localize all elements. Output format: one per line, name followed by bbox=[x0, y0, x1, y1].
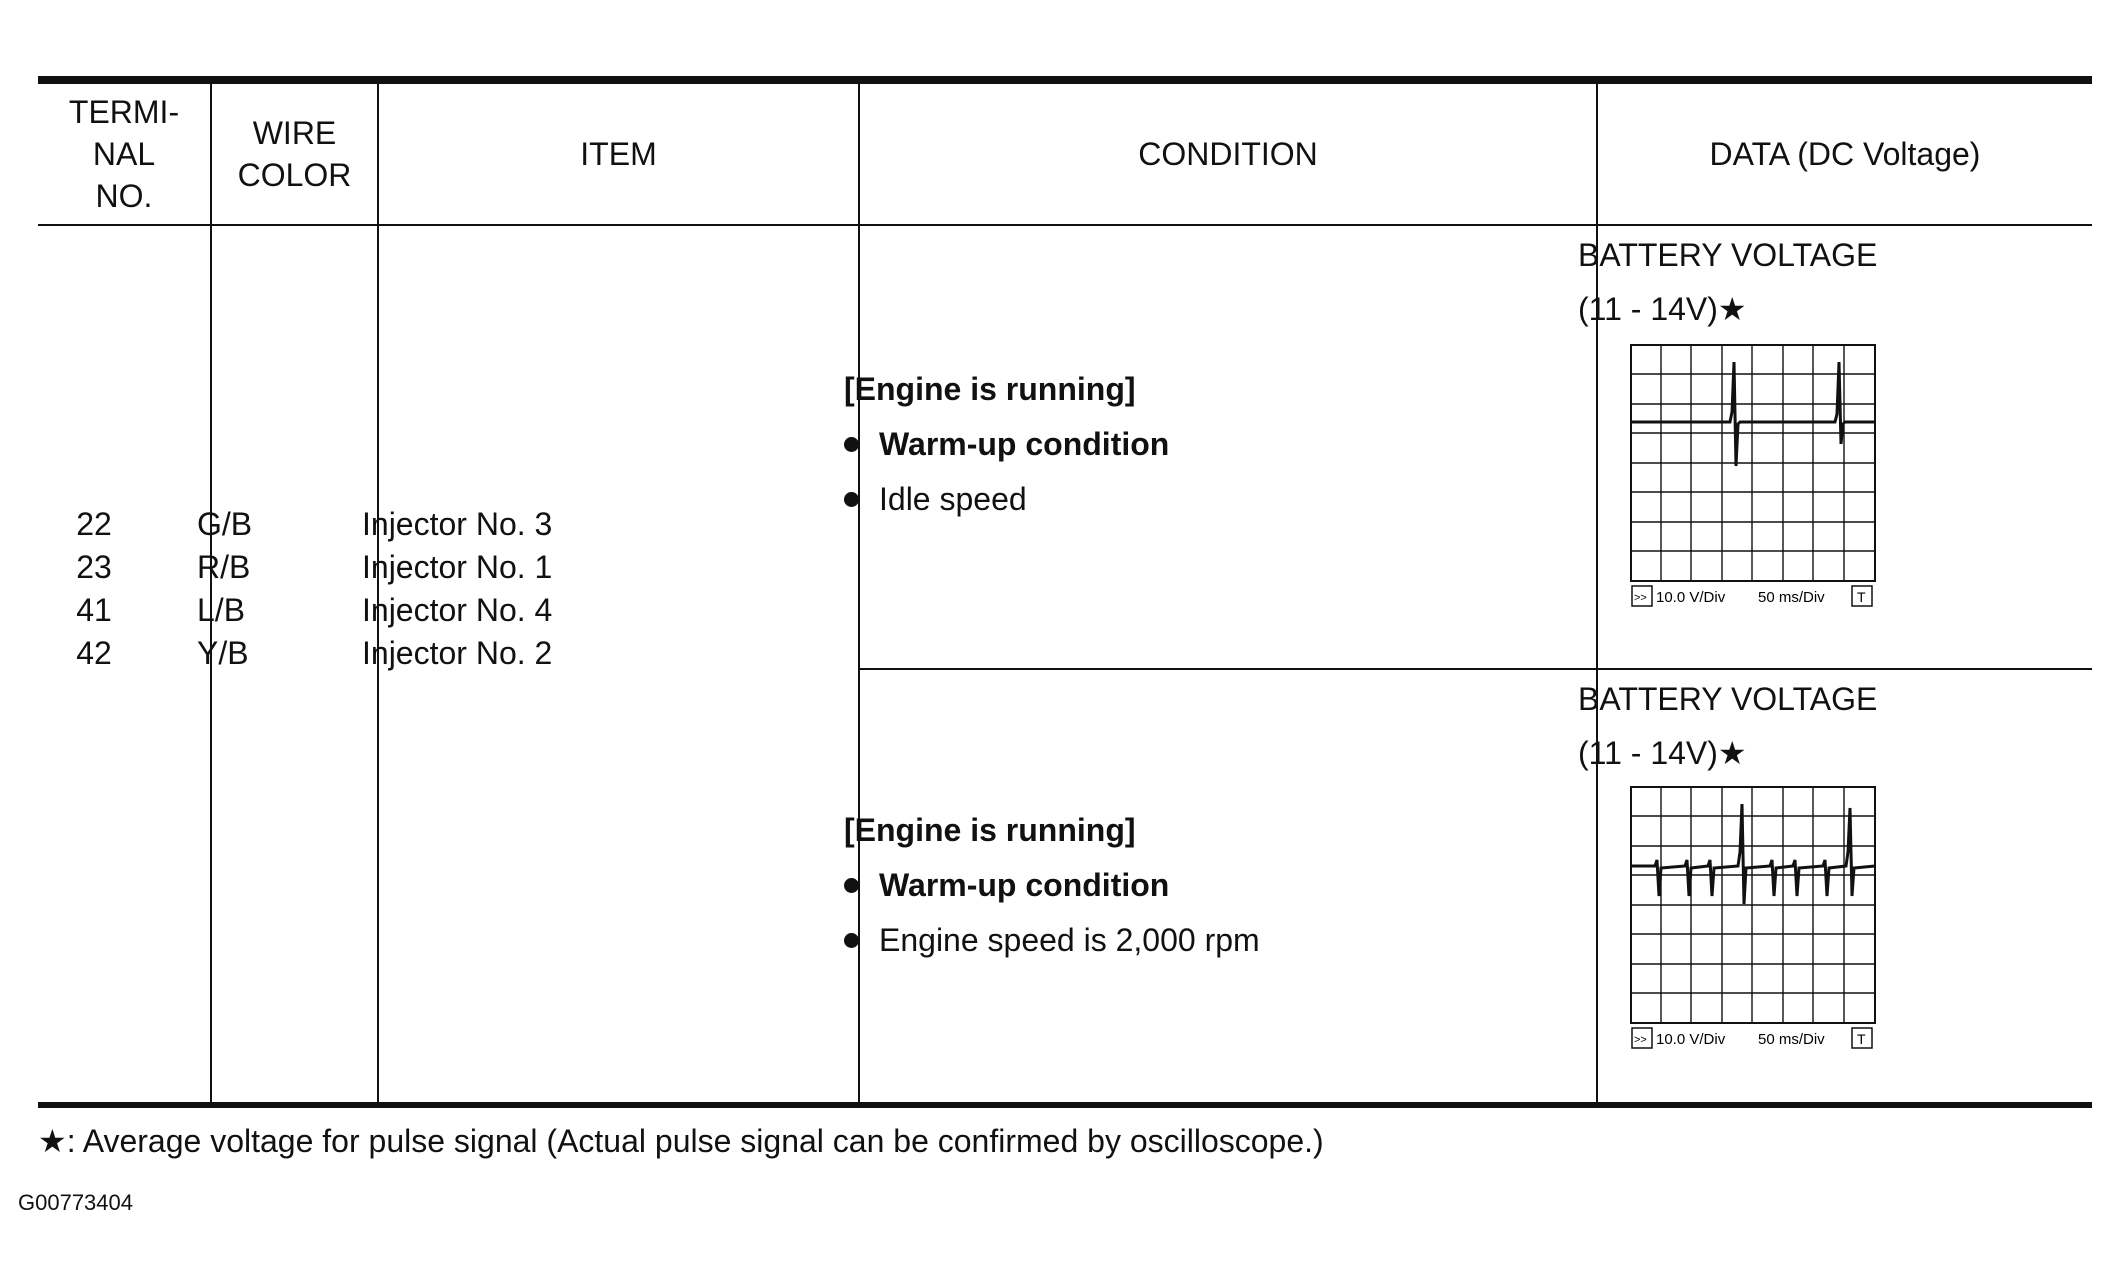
wire-color: L/B bbox=[197, 592, 246, 628]
bullet-dot bbox=[844, 878, 859, 893]
condition-title: [Engine is running] bbox=[844, 371, 1136, 407]
item-name: Injector No. 1 bbox=[362, 549, 553, 585]
terminal-number: 23 bbox=[76, 549, 112, 585]
scope-time-div: 50 ms/Div bbox=[1758, 1031, 1825, 1048]
wire-color: R/B bbox=[197, 549, 251, 585]
terminal-number: 42 bbox=[76, 635, 112, 671]
data-value-idle bbox=[1578, 228, 1877, 336]
bullet-dot bbox=[844, 933, 859, 948]
bullet-dot bbox=[844, 437, 859, 452]
condition-bullet: Warm-up condition bbox=[844, 858, 1260, 913]
header-terminal-no: TERMI- NAL NO. bbox=[68, 94, 180, 214]
condition-title: [Engine is running] bbox=[844, 812, 1136, 848]
condition-bullet: Idle speed bbox=[844, 472, 1169, 527]
header-condition: CONDITION bbox=[1138, 136, 1318, 172]
bullet-dot bbox=[844, 492, 859, 507]
scope-volt-div: 10.0 V/Div bbox=[1656, 589, 1726, 606]
terminal-numbers bbox=[54, 503, 134, 675]
oscilloscope-idle bbox=[1630, 344, 1876, 612]
footnote bbox=[38, 1122, 1324, 1160]
scope-right-glyph: T bbox=[1857, 589, 1866, 605]
scope-left-glyph: >> bbox=[1634, 592, 1647, 604]
terminal-number: 41 bbox=[76, 592, 112, 628]
scope-left-glyph: >> bbox=[1634, 1034, 1647, 1046]
items bbox=[362, 503, 552, 675]
scope-right-glyph: T bbox=[1857, 1031, 1866, 1047]
table-top-rule bbox=[38, 76, 2092, 84]
scope-time-div: 50 ms/Div bbox=[1758, 589, 1825, 606]
data-value-2000rpm bbox=[1578, 672, 1877, 780]
wire-color: G/B bbox=[197, 506, 253, 542]
star-icon: ★ bbox=[1717, 735, 1747, 771]
header-data: DATA (DC Voltage) bbox=[1709, 136, 1981, 172]
item-name: Injector No. 2 bbox=[362, 635, 553, 671]
condition-idle bbox=[844, 362, 1169, 527]
condition-2000rpm bbox=[844, 803, 1260, 968]
star-icon: ★ bbox=[1717, 291, 1747, 327]
header-divider bbox=[38, 224, 2092, 226]
condition-bullet: Warm-up condition bbox=[844, 417, 1169, 472]
footnote-text: : Average voltage for pulse signal (Actual pulse signal can be confirmed by oscilloscope.) bbox=[66, 1123, 1324, 1159]
data-label: BATTERY VOLTAGE bbox=[1578, 237, 1878, 273]
figure-code: G00773404 bbox=[18, 1190, 133, 1215]
condition-bullet: Engine speed is 2,000 rpm bbox=[844, 913, 1260, 968]
star-icon: ★ bbox=[38, 1123, 67, 1159]
data-range: (11 - 14V)★ bbox=[1578, 735, 1747, 771]
table-bottom-rule bbox=[38, 1102, 2092, 1108]
data-range: (11 - 14V)★ bbox=[1578, 291, 1747, 327]
wire-colors bbox=[197, 503, 252, 675]
terminal-number: 22 bbox=[76, 506, 112, 542]
condition-row-divider bbox=[858, 668, 2092, 670]
data-label: BATTERY VOLTAGE bbox=[1578, 681, 1878, 717]
item-name: Injector No. 3 bbox=[362, 506, 553, 542]
header-item: ITEM bbox=[580, 136, 657, 172]
scope-volt-div: 10.0 V/Div bbox=[1656, 1031, 1726, 1048]
oscilloscope-2000rpm bbox=[1630, 786, 1876, 1054]
item-name: Injector No. 4 bbox=[362, 592, 553, 628]
header-wire-color: WIRE COLOR bbox=[237, 115, 352, 193]
wire-color: Y/B bbox=[197, 635, 249, 671]
